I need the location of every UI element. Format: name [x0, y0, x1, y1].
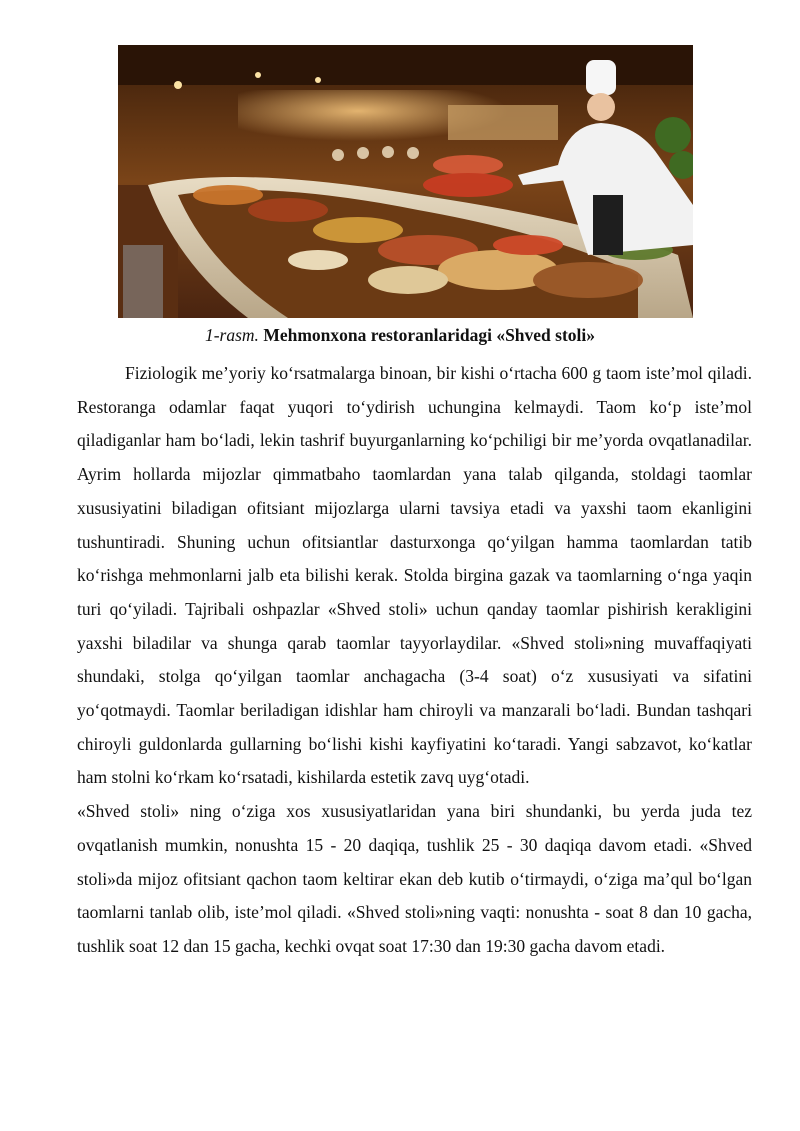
- figure-caption: [0, 322, 800, 348]
- caption-title: Mehmonxona restoranlaridagi «Shved stoli»: [263, 325, 596, 345]
- paragraph-2: «Shved stoli» ning o‘ziga xos xususiyatlaridan yana biri shundanki, bu yerda juda tez ovqatlanish mumkin, nonushta 15 - 20 daqiqa, tushlik 25 - 30 daqiqa davom etadi. «Shved stoli»da mijoz ofitsiant qachon taom keltirar ekan deb kutib o‘tirmaydi, o‘ziga ma’qul bo‘lgan taomlarni tanlab olib, iste’mol qiladi. «Shved stoli»ning vaqti: nonushta - soat 8 dan 10 gacha, tushlik soat 12 dan 15 gacha, kechki ovqat soat 17:30 dan 19:30 gacha davom etadi.: [77, 801, 752, 956]
- body-text: [77, 357, 752, 964]
- paragraph-1: Fiziologik me’yoriy ko‘rsatmalarga binoan, bir kishi o‘rtacha 600 g taom iste’mol qiladi. Restoranga odamlar faqat yuqori to‘ydirish uchungina kelmaydi. Taom ko‘p iste’mol qiladiganlar ham bo‘ladi, lekin tashrif buyurganlarning ko‘pchiligi bir me’yorda ovqatlanadilar. Ayrim hollarda mijozlar qimmatbaho taomlardan yana talab qilganda, stoldagi taomlar xususiyatini biladigan ofitsiant mijozlarga ularni tavsiya etadi va yaxshi taom ekanligini tushuntiradi. Shuning uchun ofitsiantlar dasturxonga qo‘yilgan hamma taomlardan tatib ko‘rishga mehmonlarni jalb eta bilishi kerak. Stolda birgina gazak va taomlarning o‘nga yaqin turi qo‘yiladi. Tajribali oshpazlar «Shved stoli» uchun qanday taomlar pishirish kerakligini yaxshi biladilar va shunga qarab taomlar tayyorlaydilar. «Shved stoli»ning muvaffaqiyati shundaki, stolga qo‘yilgan taomlar anchagacha (3-4 soat) o‘z xususiyati va sifatini yo‘qotmaydi. Taomlar beriladigan idishlar ham chiroyli va manzarali bo‘ladi. Bundan tashqari chiroyli guldonlarda gullarning bo‘lishi kishi kayfiyatini ko‘taradi. Yangi sabzavot, ko‘katlar ham stolni ko‘rkam ko‘rsatadi, kishilarda estetik zavq uyg‘otadi.: [77, 363, 752, 788]
- caption-number: 1-rasm.: [204, 325, 259, 345]
- buffet-photo: [118, 45, 693, 318]
